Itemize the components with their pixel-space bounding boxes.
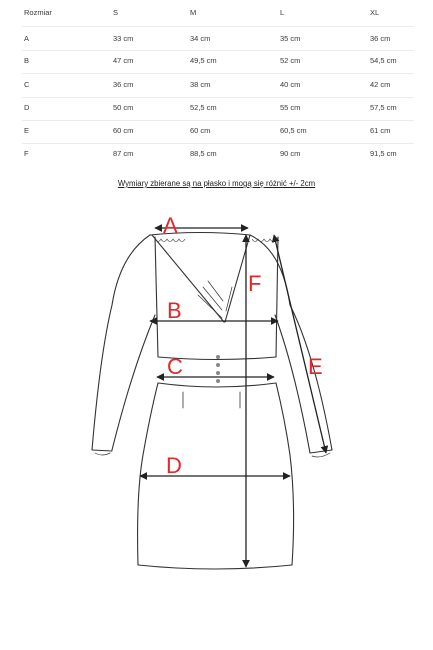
button-icon [216,371,220,375]
measurement-note: Wymiary zbierane są na płasko i mogą się różnić +/- 2cm [117,179,316,188]
label-a: A [163,213,178,238]
cell-m: 34 cm [190,34,211,43]
cell-s: 87 cm [113,149,134,158]
cell-m: 88,5 cm [190,149,217,158]
table-divider [22,143,414,144]
fold-line [208,281,223,301]
label-f: F [248,271,262,296]
right-sleeve-inner [275,315,310,453]
cell-m: 52,5 cm [190,103,217,112]
cell-l: 40 cm [280,80,301,89]
header-size-m: M [190,8,197,17]
arrow-e [274,235,326,453]
cell-s: 50 cm [113,103,134,112]
table-divider [22,120,414,121]
skirt-right [276,383,294,565]
row-label: B [24,56,30,65]
right-cuff-elastic [312,453,330,457]
cell-xl: 61 cm [370,126,391,135]
label-e: E [308,354,323,379]
button-icon [216,363,220,367]
cell-s: 36 cm [113,80,134,89]
cell-m: 49,5 cm [190,56,217,65]
dress-measurement-diagram [0,195,433,615]
label-c: C [167,354,183,379]
button-icon [216,355,220,359]
cell-xl: 91,5 cm [370,149,397,158]
cell-xl: 54,5 cm [370,56,397,65]
table-divider [22,26,414,27]
cell-m: 38 cm [190,80,211,89]
table-row [0,149,433,169]
row-label: F [24,149,29,158]
fold-line [203,287,222,310]
row-label: C [24,80,30,89]
shoulder-gathers [155,239,276,242]
cell-s: 33 cm [113,34,134,43]
table-divider [22,97,414,98]
neckline-left [152,235,224,322]
cell-xl: 42 cm [370,80,391,89]
gather-left [155,239,185,242]
cell-s: 47 cm [113,56,134,65]
waistband-bottom [158,383,276,387]
dress-outline [92,233,332,570]
label-d: D [166,453,182,478]
table-divider [22,50,414,51]
row-label: E [24,126,30,135]
cell-l: 60,5 cm [280,126,307,135]
table-divider [22,73,414,74]
bodice-right-side [276,237,278,357]
cell-l: 52 cm [280,56,301,65]
cell-l: 90 cm [280,149,301,158]
cell-xl: 57,5 cm [370,103,397,112]
header-rozmiar: Rozmiar [24,8,52,17]
cell-xl: 36 cm [370,34,391,43]
skirt-left [138,383,158,565]
row-label: D [24,103,30,112]
fold-line [198,295,222,318]
cell-m: 60 cm [190,126,211,135]
table-row [0,34,433,54]
header-size-xl: XL [370,8,380,17]
left-cuff-elastic [95,453,110,455]
bodice-left-side [155,237,158,357]
header-size-l: L [280,8,285,17]
right-sleeve-outer [250,235,332,450]
cell-l: 55 cm [280,103,301,112]
cell-s: 60 cm [113,126,134,135]
gather-right [252,239,276,242]
table-header-row [0,8,433,28]
cell-l: 35 cm [280,34,301,43]
row-label: A [24,34,30,43]
left-cuff [92,450,112,451]
header-size-s: S [113,8,119,17]
label-b: B [167,298,182,323]
button-icon [216,379,220,383]
right-cuff [310,450,332,453]
measurement-arrows [140,228,326,567]
hem [138,565,292,569]
left-sleeve-inner [112,315,155,450]
